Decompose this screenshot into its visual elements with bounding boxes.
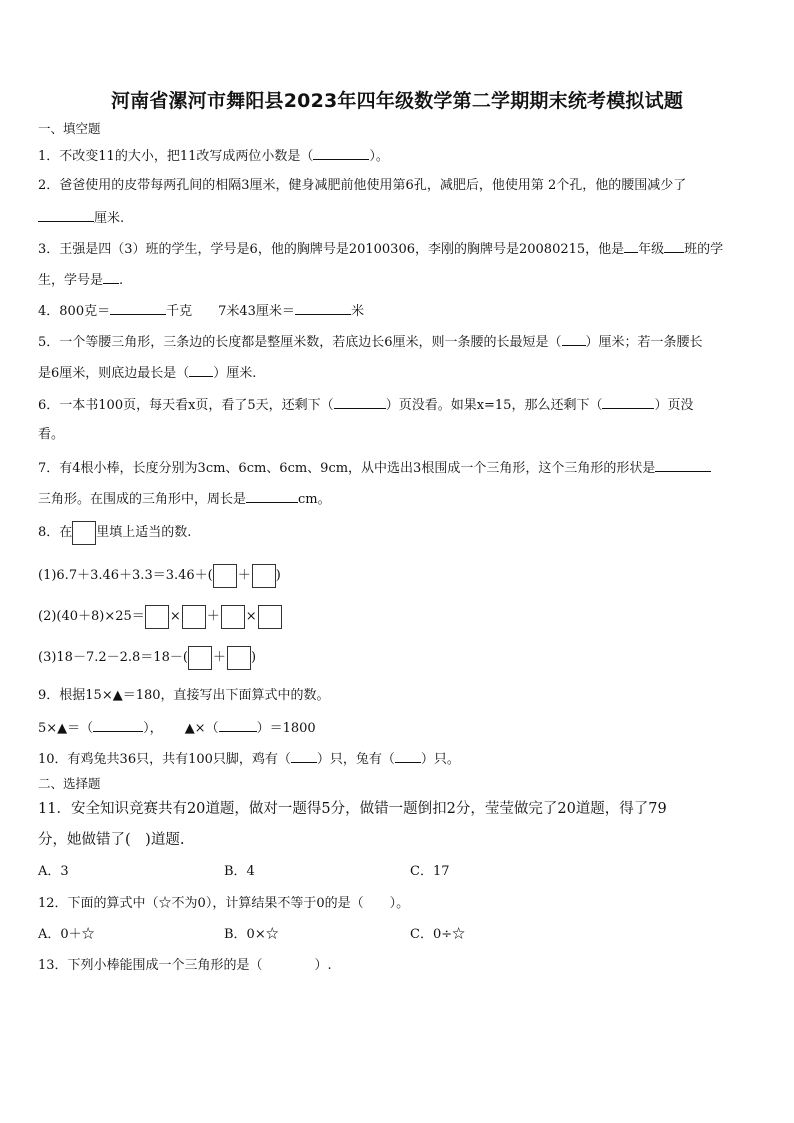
plus-sign: ＋ (206, 609, 220, 624)
question-8-part-1 (38, 563, 281, 589)
answer-box[interactable] (213, 564, 237, 588)
question-3-text-a: 3．王强是四（3）班的学生，学号是6，他的胸牌号是20100306，李刚的胸牌号是20080215，他是 (38, 242, 625, 257)
answer-blank[interactable] (295, 302, 351, 315)
question-3-line-1 (38, 240, 723, 258)
question-1-text-a: 1．不改变11的大小，把11改写成两位小数是（ (38, 149, 314, 164)
close-paren: ) (250, 650, 257, 665)
question-11-line-1: 11．安全知识竞赛共有20道题，做对一题得5分，做错一题倒扣2分，莹莹做完了20道题，得了79 (38, 801, 667, 817)
question-7-text-b: 三角形。在围成的三角形中，周长是 (38, 492, 247, 507)
question-6-text-c: ）页没 (654, 398, 694, 413)
question-3-text-c: 班的学 (684, 242, 724, 257)
question-1-text-b: ）。 (369, 149, 389, 164)
question-5-line-1 (38, 333, 703, 351)
question-4-text-a: 4．800克＝ (38, 304, 111, 319)
answer-box (72, 521, 96, 545)
answer-blank[interactable] (93, 719, 143, 732)
question-4-text-d: 米 (350, 304, 364, 319)
question-10 (38, 750, 460, 768)
question-6-line-2: 看。 (38, 427, 65, 442)
question-5-text-b: ）厘米；若一条腰长 (585, 335, 703, 350)
answer-box[interactable] (252, 564, 276, 588)
answer-blank[interactable] (395, 750, 421, 763)
option-c[interactable]: C．0÷☆ (410, 927, 466, 942)
question-3-text-e: . (119, 273, 124, 288)
question-4-text-c: 7米43厘米＝ (218, 304, 295, 319)
answer-box[interactable] (145, 605, 169, 629)
question-6-line-1 (38, 396, 693, 414)
question-8-part-3 (38, 645, 256, 671)
question-11-options (38, 864, 450, 880)
question-11-line-2: 分，她做错了( )道题. (38, 832, 185, 848)
question-3-text-d: 生，学号是 (38, 273, 104, 288)
option-b[interactable]: B．4 (224, 864, 255, 879)
question-4-text-b: 千克 (166, 304, 193, 319)
answer-blank[interactable] (246, 490, 298, 503)
option-c[interactable]: C．17 (410, 864, 450, 879)
question-7-text-a: 7．有4根小棒，长度分别为3cm、6cm、6cm、9cm，从中选出3根围成一个三角形，这个三角形的形状是 (38, 461, 656, 476)
option-b[interactable]: B．0×☆ (224, 927, 279, 942)
question-12-line-1: 12．下面的算式中（☆不为0），计算结果不等于0的是（ ）。 (38, 896, 410, 911)
times-sign: × (169, 609, 181, 624)
question-5-line-2 (38, 364, 256, 382)
question-2-text-b: 厘米. (94, 211, 125, 226)
section-heading-multiple-choice: 二、选择题 (38, 776, 101, 791)
question-7-line-1 (38, 459, 711, 477)
page-title: 河南省漯河市舞阳县2023年四年级数学第二学期期末统考模拟试题 (110, 90, 684, 112)
question-9-text-d: ）＝1800 (256, 721, 316, 736)
question-13-line-1: 13．下列小棒能围成一个三角形的是（ ）. (38, 958, 332, 973)
close-paren: ) (275, 568, 281, 583)
answer-blank[interactable] (38, 209, 94, 222)
question-8-part-2-text: (2)(40＋8)×25＝ (38, 609, 145, 624)
answer-blank[interactable] (291, 750, 317, 763)
answer-blank[interactable] (189, 364, 213, 377)
question-9-text-b: ）， (143, 721, 163, 736)
question-9-text-a: 5×▲＝（ (38, 721, 94, 736)
times-sign: × (245, 609, 257, 624)
answer-box[interactable] (221, 605, 245, 629)
answer-blank[interactable] (103, 271, 119, 284)
question-8-part-2 (38, 604, 282, 630)
question-8-text-b: 里填上适当的数. (96, 525, 192, 540)
question-3-text-b: 年级 (638, 242, 665, 257)
question-3-line-2 (38, 271, 123, 289)
question-9-text-c: ▲×（ (184, 721, 219, 736)
answer-blank[interactable] (655, 459, 711, 472)
question-5-text-a: 5．一个等腰三角形，三条边的长度都是整厘米数，若底边长6厘米，则一条腰的长最短是（ (38, 335, 562, 350)
question-8-part-1-text: (1)6.7＋3.46＋3.3＝3.46＋( (38, 568, 213, 583)
option-a[interactable]: A．0＋☆ (38, 927, 95, 942)
plus-sign: ＋ (237, 568, 251, 583)
question-2-line-2 (38, 209, 124, 227)
question-8-intro (38, 520, 191, 546)
question-6-text-b: ）页没看。如果x=15，那么还剩下（ (385, 398, 603, 413)
answer-box[interactable] (182, 605, 206, 629)
question-1 (38, 147, 389, 165)
answer-box[interactable] (258, 605, 282, 629)
question-10-text-c: ）只。 (420, 752, 460, 767)
question-5-text-c: 是6厘米，则底边最长是（ (38, 366, 190, 381)
question-6-text-a: 6．一本书100页，每天看x页，看了5天，还剩下（ (38, 398, 334, 413)
answer-box[interactable] (188, 646, 212, 670)
answer-blank[interactable] (334, 396, 386, 409)
question-7-text-c: cm。 (298, 492, 331, 507)
question-8-part-3-text: (3)18－7.2－2.8＝18－( (38, 650, 188, 665)
plus-sign: ＋ (212, 650, 226, 665)
question-9-line-1: 9．根据15×▲＝180，直接写出下面算式中的数。 (38, 688, 330, 703)
answer-blank[interactable] (110, 302, 166, 315)
question-2-line-1: 2．爸爸使用的皮带每两孔间的相隔3厘米，健身减肥前他使用第6孔，减肥后，他使用第 2个孔，他的腰围减少了 (38, 178, 687, 193)
question-5-text-d: ）厘米. (213, 366, 257, 381)
question-8-text-a: 8．在 (38, 525, 73, 540)
question-10-text-b: ）只，兔有（ (316, 752, 395, 767)
answer-box[interactable] (227, 646, 251, 670)
option-a[interactable]: A．3 (38, 864, 69, 879)
answer-blank[interactable] (313, 147, 369, 160)
question-7-line-2 (38, 490, 331, 508)
section-heading-fill-blank: 一、填空题 (38, 121, 101, 136)
answer-blank[interactable] (219, 719, 257, 732)
question-10-text-a: 10．有鸡兔共36只，共有100只脚，鸡有（ (38, 752, 291, 767)
question-12-options (38, 927, 465, 943)
question-4 (38, 302, 364, 320)
answer-blank[interactable] (624, 240, 638, 253)
answer-blank[interactable] (602, 396, 654, 409)
question-9-line-2 (38, 719, 316, 737)
answer-blank[interactable] (562, 333, 586, 346)
answer-blank[interactable] (664, 240, 684, 253)
